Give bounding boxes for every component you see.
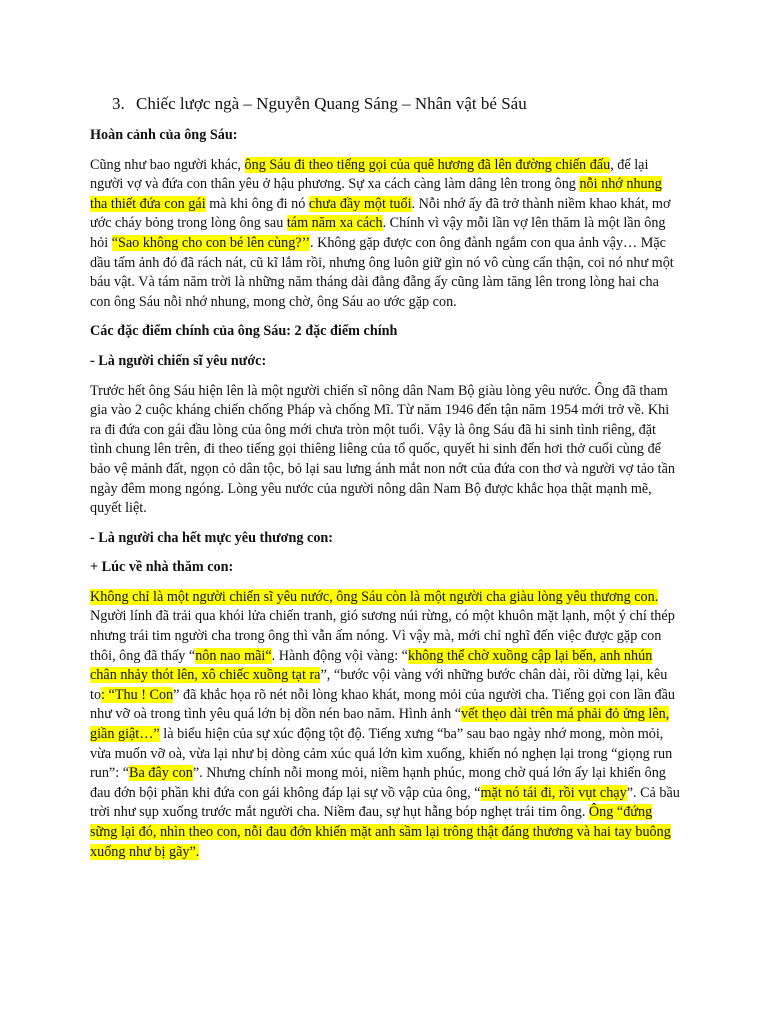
text-run: mà khi ông đi nó — [205, 195, 309, 212]
highlighted-text: nỗi nhớ nhung tha thiết đứa con gái — [90, 176, 662, 212]
document-body — [90, 126, 680, 862]
text-run: bước vội vàng với những bước chân dài, rồi dừng lại, kêu to — [90, 667, 668, 703]
highlighted-text: Ba đây con — [129, 765, 193, 782]
text-run: . Không gặp được con ông đành ngắm con qua ảnh vậy… Mặc dầu tấm ảnh đó đã rách nát, cũ kĩ lắm rồi, nhưng ông luôn giữ gìn nó vô cùng cẩn thận, coi nó như một báu vật. Và tám năm trời là những năm tháng dài đằng đẵng ấy cũng làm tăng lên trong lòng hai cha con ông Sáu nỗi nhớ nhung, mong chờ, ông Sáu ao ước gặp con. — [90, 234, 674, 310]
paragraph — [90, 382, 680, 519]
highlighted-text: Không chỉ là một người chiến sĩ yêu nước, ông Sáu còn là một người cha giàu lòng yêu thương con. — [90, 588, 659, 605]
text-run: là biểu hiện của sự xúc động tột độ. Tiếng xưng “ba” sau bao ngày nhớ mong, mòn mỏi, vừa muốn vỡ oà, vừa lại như bị dòng cảm xúc quá lớn kìm xuống, khiến nó nghẹn lại trong “giọng run run”: “ — [90, 726, 673, 782]
title-text: Chiếc lược ngà – Nguyễn Quang Sáng – Nhân vật bé Sáu — [136, 94, 527, 113]
text-run: Người lính đã trải qua khói lửa chiến tranh, gió sương núi rừng, có một khuôn mặt lạnh, một ý chí thép nhưng trái tim người cha trong ông thì vẫn ấm nóng. Vì vậy mà, mới chỉ nghĩ đến việc được gặp con thôi, ông đã thấy “ — [90, 608, 675, 664]
highlighted-text: chưa đầy một tuổi — [308, 195, 412, 212]
paragraph — [90, 156, 680, 313]
highlighted-text: tám năm xa cách — [286, 215, 383, 232]
highlighted-text: mặt nó tái đi, rồi vụt chạy — [480, 784, 627, 801]
section-heading: - Là người chiến sĩ yêu nước: — [90, 352, 267, 369]
text-run: Trước hết ông Sáu hiện lên là một người chiến sĩ nông dân Nam Bộ giàu lòng yêu nước. Ông đã tham gia vào 2 cuộc kháng chiến chống Pháp và chống Mĩ. Từ năm 1946 đến tận năm 1954 mới trở về. Khi ra đi đứa con gái đầu lòng của ông mới chưa tròn một tuổi. Vậy là ông Sáu đã hi sinh tình riêng, đặt tình chung lên trên, đi theo tiếng gọi thiêng liêng của tổ quốc, quyết hi sinh đến hơi thở cuối cùng để bảo vệ mảnh đất, ngọn cỏ dân tộc, bỏ lại sau lưng ánh mắt non nớt của đứa con thơ và người vợ tảo tần ngày đêm mong ngóng. Lòng yêu nước của người nông dân Nam Bộ được khắc họa thật mạnh mẽ, quyết liệt. — [90, 382, 675, 517]
text-run: , để lại người vợ và đứa con thân yêu ở hậu phương. Sự xa cách càng làm dâng lên trong ông — [90, 156, 649, 193]
text-run: ”, “ — [320, 667, 341, 684]
highlighted-text: vết thẹo dài trên má phải đỏ ửng lên, giần giật…” — [90, 706, 670, 743]
text-run: . Hành động vội vàng: “ — [271, 647, 408, 664]
text-run: ”. Cả bầu trời như sụp xuống trước mắt người cha. Niềm đau, sự hụt hẫng bóp nghẹt trái tim ông. — [90, 784, 680, 821]
highlighted-text: ông Sáu đi theo tiếng gọi của quê hương đã lên đường chiến đấu — [244, 156, 611, 173]
text-run: ”. Nhưng chính nỗi mong mỏi, niềm hạnh phúc, mong chờ quá lớn ấy lại khiến ông đau đớn bội phần khi đứa con gái không đáp lại sự vồ vập của ông, “ — [90, 765, 666, 801]
highlighted-text: Ông “đứng sững lại đó, nhìn theo con, nỗi đau đớn khiến mặt anh sầm lại trông thật đáng thương và hai tay buông xuống như bị gãy”. — [90, 804, 671, 860]
text-run: ” đã khắc họa rõ nét nỗi lòng khao khát, mong mỏi của người cha. Tiếng gọi con lần đầu như vỡ oà trong tình yêu quá lớn bị dồn nén bao năm. Hình ảnh “ — [90, 686, 675, 723]
document-title — [112, 92, 680, 116]
highlighted-text: không thể chờ xuồng cập lại bến, anh nhún chân nhảy thót lên, xô chiếc xuồng tạt ra — [90, 647, 653, 684]
paragraph — [90, 588, 680, 862]
text-run: . Nỗi nhớ ấy đã trở thành niềm khao khát, mơ ước cháy bỏng trong lòng ông sau — [90, 195, 671, 232]
section-heading: Các đặc điểm chính của ông Sáu: 2 đặc điểm chính — [90, 323, 398, 340]
highlighted-text: : “Thu ! Con — [101, 686, 174, 703]
text-run: Cũng như bao người khác, — [90, 156, 245, 173]
section-heading: Hoàn cảnh của ông Sáu: — [90, 127, 238, 143]
text-run: . Chính vì vậy mỗi lần vợ lên thăm là một lần ông hỏi — [90, 215, 666, 251]
highlighted-text: “Sao không cho con bé lên cùng?’’ — [111, 234, 310, 251]
document-page — [90, 92, 680, 872]
section-heading: - Là người cha hết mực yêu thương con: — [90, 529, 334, 546]
section-heading: + Lúc về nhà thăm con: — [90, 559, 234, 576]
highlighted-text: nôn nao mãi“ — [195, 647, 272, 664]
title-number: 3. — [112, 94, 125, 113]
